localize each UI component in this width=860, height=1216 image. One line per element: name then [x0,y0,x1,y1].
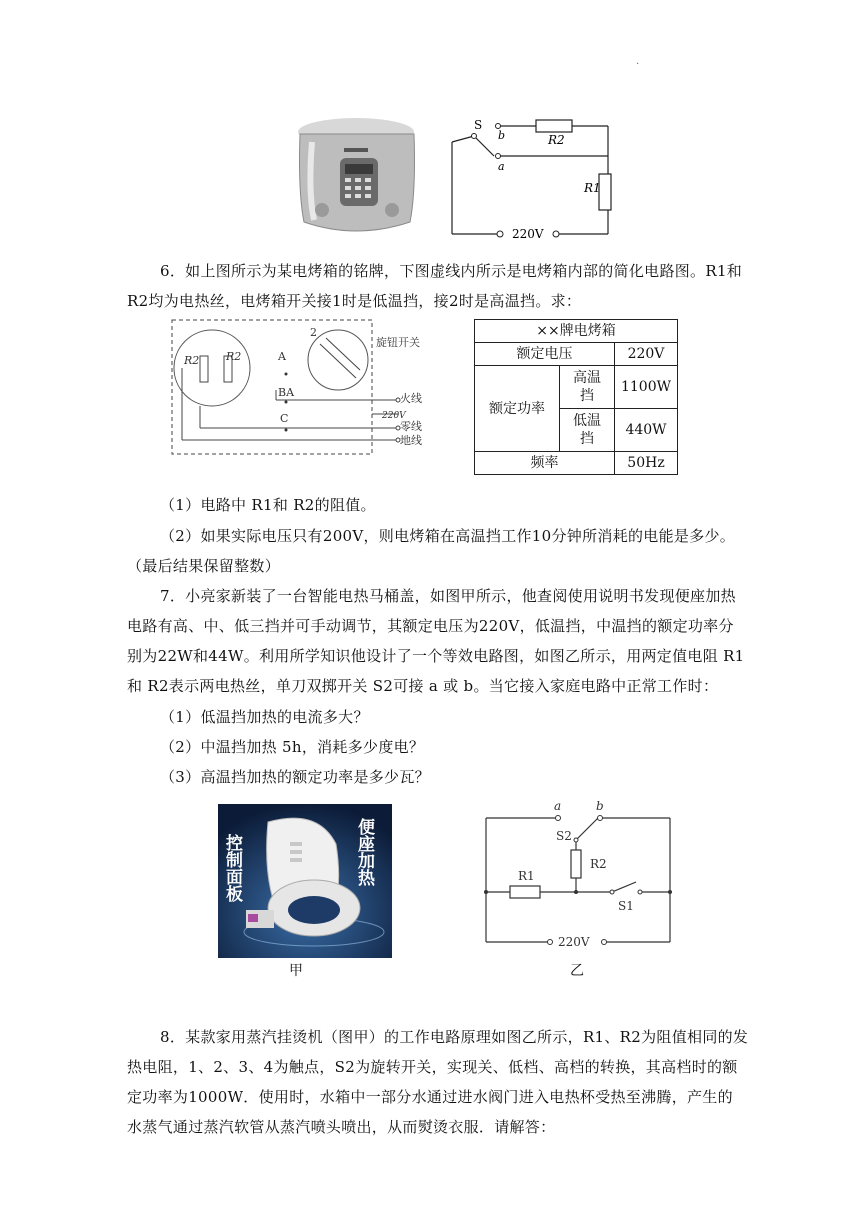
appliance-photo [292,112,424,242]
low-temp-value: 440W [615,409,678,452]
circuit-b-a-label: a [554,800,562,813]
q8-line3: 定功率为1000W．使用时，水箱中一部分水通过进水阀门进入电热杯受热至沸腾，产生的 [127,1088,733,1106]
low-temp-label: 低温挡 [560,409,615,452]
contact-a-label: a [498,160,505,173]
source-label: 220V [512,227,544,241]
q6-sub2b: （最后结果保留整数） [127,557,281,575]
contact-b-label: b [498,129,506,142]
oven-r1-label: R2 [226,350,242,363]
circuit-b-s1-label: S1 [618,899,634,913]
fire-wire-label: 火线 [400,392,422,405]
q7-sub3: （3）高温挡加热的额定功率是多少瓦？ [160,768,430,786]
control-panel-label: 控制面板 [222,834,242,902]
q7-line3: 别为22W和44W。利用所学知识他设计了一个等效电路图，如图乙所示，用两定值电阻 R1 [127,647,745,665]
q7-line2: 电路有高、中、低三挡并可手动调节，其额定电压为220V，低温挡，中温挡的额定功率分 [127,617,734,635]
q6-line1: 6．如上图所示为某电烤箱的铭牌，下图虚线内所示是电烤箱内部的简化电路图。R1和 [160,262,743,280]
q7-sub2: （2）中温挡加热 5h，消耗多少度电？ [160,738,425,756]
q8-line2: 热电阻，1、2、3、4为触点，S2为旋转开关，实现关、低档、高档的转换，其高档时的额 [127,1058,738,1076]
q7-line4: 和 R2表示两电热丝，单刀双掷开关 S2可接 a 或 b。当它接入家庭电路中正常工作时： [127,677,719,695]
rated-voltage-value: 220V [615,343,678,366]
circuit-b-source-label: 220V [558,935,590,949]
q6-sub2a: （2）如果实际电压只有200V，则电烤箱在高温挡工作10分钟所消耗的电能是多少。 [160,527,736,545]
point-a-label: A [278,350,286,363]
circuit-b-b-label: b [596,800,604,813]
rated-power-label: 额定功率 [475,366,560,452]
high-temp-label: 高温挡 [560,366,615,409]
point-ba-label: BA [278,386,295,399]
q6-sub1: （1）电路中 R1和 R2的阻值。 [160,496,376,514]
contact-2-label: 2 [310,326,317,339]
nameplate-title: ××牌电烤箱 [475,320,678,343]
knob-switch-label: 旋钮开关 [376,336,420,349]
circuit-b-r2-label: R2 [590,857,607,871]
circuit-b-s2-label: S2 [556,829,572,843]
circuit-diagram-b [484,800,674,952]
q8-line4: 水蒸气通过蒸汽软管从蒸汽喷头喷出，从而熨烫衣服．请解答： [127,1118,556,1136]
r1-label: R1 [584,181,601,195]
q7-line1: 7．小亮家新装了一台智能电热马桶盖，如图甲所示，他查阅使用说明书发现便座加热 [160,587,736,605]
circuit-diagram-top [448,112,620,242]
toilet-seat-photo [218,804,392,958]
q6-line2: R2均为电热丝，电烤箱开关接1时是低温挡，接2时是高温挡。求： [127,292,582,310]
nameplate-table [474,319,678,475]
figure-jia-caption: 甲 [289,963,303,979]
seat-heating-label: 便座加热 [354,818,374,886]
ground-wire-label: 地线 [400,434,422,447]
rated-voltage-label: 额定电压 [475,343,615,366]
point-c-label: C [280,412,289,425]
page-mark: . [636,56,640,67]
switch-label: S [474,118,483,132]
q8-line1: 8．某款家用蒸汽挂烫机（图甲）的工作电路原理如图乙所示，R1、R2为阻值相同的发 [160,1028,749,1046]
high-temp-value: 1100W [615,366,678,409]
oven-circuit-diagram [170,318,422,458]
neutral-wire-label: 零线 [400,420,422,433]
r2-label: R2 [548,133,565,147]
figure-yi-caption: 乙 [570,963,584,979]
oven-r2-label: R2 [184,354,200,367]
frequency-label: 频率 [475,452,615,475]
q7-sub1: （1）低温挡加热的电流多大？ [160,708,369,726]
frequency-value: 50Hz [615,452,678,475]
circuit-b-r1-label: R1 [518,869,535,883]
oven-voltage-label: 220V [382,411,406,421]
